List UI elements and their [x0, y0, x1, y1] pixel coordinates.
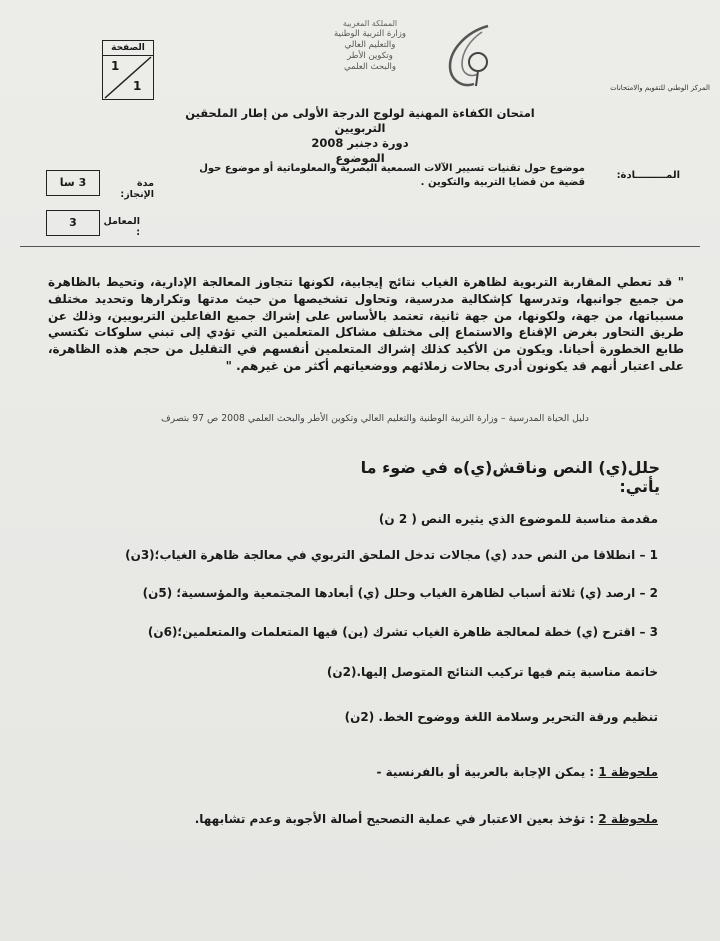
task-intro: مقدمة مناسبة للموضوع الذي يثيره النص ( 2 ن) — [378, 512, 658, 526]
task-question-1: 1 – انطلاقا من النص حدد (ي) مجالات تدخل الملحق التربوي في معالجة ظاهرة الغياب؛(3ن) — [125, 548, 658, 562]
task-question-2: 2 – ارصد (ي) ثلاثة أسباب لظاهرة الغياب وحلل (ي) أبعادها المجتمعية والمؤسسية؛ (5ن) — [142, 586, 658, 600]
note-2 — [195, 812, 658, 826]
subject-heading: الموضوع — [335, 151, 385, 165]
ministry-logo-icon — [436, 22, 498, 94]
subject-text: موضوع حول تقنيات تسيير الآلات السمعية البصرية والمعلوماتية أو موضوع حول قضية من قضايا التربية والتكوين . — [199, 163, 585, 188]
duration-value: 3 سا — [46, 170, 100, 196]
evaluation-center: المركز الوطني للتقويم والامتحانات — [610, 84, 710, 92]
coefficient-label: المعامل : — [103, 216, 140, 238]
exam-session: دورة دجنبر 2008 — [311, 136, 409, 150]
page-counter-box — [102, 40, 154, 100]
note-1 — [377, 765, 659, 779]
exam-title-block — [170, 106, 550, 166]
note-2-text: : تؤخذ بعين الاعتبار في عملية التصحيح أصالة الأجوبة وعدم تشابهها. — [194, 812, 595, 826]
kingdom-name: المملكة المغربية — [342, 19, 398, 28]
ministry-line: والبحث العلمي — [343, 62, 397, 72]
note-2-label: ملحوظة 2 — [598, 812, 658, 826]
task-question-3: 3 – اقترح (ي) خطة لمعالجة ظاهرة الغياب تشرك (ين) فيها المتعلمات والمتعلمين؛(6ن) — [147, 625, 658, 639]
note-1-text: : يمكن الإجابة بالعربية أو بالفرنسية - — [376, 765, 595, 779]
header-divider — [20, 246, 700, 247]
duration-label: مدة الإنجاز: — [120, 178, 154, 200]
exam-title: امتحان الكفاءة المهنية لولوج الدرجة الأولى من إطار الملحقين التربويين — [185, 106, 535, 135]
quote-source: دليل الحياة المدرسية – وزارة التربية الوطنية والتعليم العالي وتكوين الأطر والبحث العلمي 2008 ص 97 بتصرف — [161, 413, 589, 424]
ministry-line: والتعليم العالي — [344, 40, 396, 50]
page-label: الصفحة — [103, 41, 153, 56]
task-heading: حلل(ي) النص وناقش(ي)ه في ضوء ما يأتي: — [360, 458, 660, 496]
coefficient-value: 3 — [46, 210, 100, 236]
page-total: 1 — [133, 79, 142, 93]
subject-label: المـــــــــادة: — [616, 170, 680, 181]
page-current: 1 — [111, 59, 120, 73]
quote-text: " قد تعطي المقاربة التربوية لظاهرة الغياب نتائج إيجابية، لكونها تتجاوز المعالجة الإدارية، وتحيط بالظاهرة من جميع جوانبها، وتدرسها كإشكالية مدرسية، وتحاول تشخيصها من حيث مدتها وتكرارها وتحديد مختلف مسبباتها، من جهة، ولكونها، من جهة ثانية، تعتمد بالأساس على إشراك جميع الفاعلين التربويين، وذلك عن طريق التحاور بغرض الإقناع والاستماع إلى مختلف مشاكل المتعلمين التي تؤدي إلى تبني سلوكات تكتسي طابع الخطورة أحيانا. ويكون من الأكيد كذلك إشراك المتعلمين أنفسهم في التقليل من حجم هذه الظاهرة، على اعتبار أنهم قد يكونون أدرى بحالات زملائهم ووضعياتهم أكثر من غيرهم. " — [48, 275, 684, 373]
task-organization: تنظيم ورقة التحرير وسلامة اللغة ووضوح الخط. (2ن) — [344, 710, 658, 724]
task-conclusion: خاتمة مناسبة يتم فيها تركيب النتائج المتوصل إليها.(2ن) — [326, 665, 658, 679]
ministry-line: وزارة التربية الوطنية — [333, 29, 407, 39]
ministry-line: وتكوين الأطر — [347, 51, 393, 61]
ministry-block — [295, 18, 445, 73]
note-1-label: ملحوظة 1 — [598, 765, 658, 779]
